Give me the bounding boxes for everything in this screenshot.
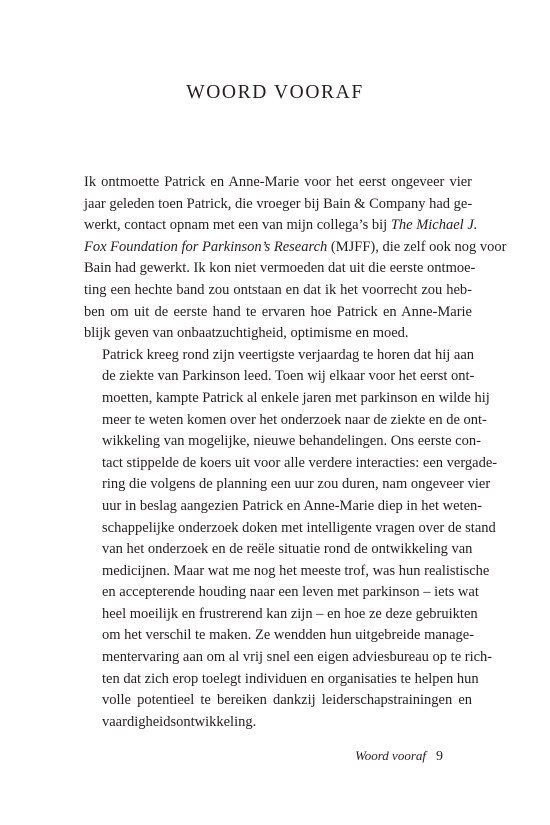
- text-line: jaar geleden toen Patrick, die vroeger bij Bain & Company had ge-: [84, 195, 473, 212]
- text-line: medicijnen. Maar wat me nog het meeste trof, was hun realistische: [102, 562, 490, 579]
- foundation-name-part-1: The Michael J.: [390, 217, 478, 234]
- text-line: wikkeling van mogelijke, nieuwe behandelingen. Ons eerste con-: [102, 433, 481, 450]
- text-line: uur in beslag aangezien Patrick en Anne-Marie diep in het weten-: [102, 497, 483, 514]
- paragraph-1: [84, 172, 507, 345]
- running-footer-label: Woord vooraf: [355, 748, 426, 763]
- text-line: volle potentieel te bereiken dankzij leiderschapstrainingen en: [102, 692, 472, 709]
- text-line: blijk geven van onbaatzuchtigheid, optimisme en moed.: [84, 325, 409, 342]
- text-line: moetten, kampte Patrick al enkele jaren met parkinson en wilde hij: [102, 389, 490, 406]
- body-text: [84, 172, 507, 733]
- text-line: en accepterende houding naar een leven met parkinson – iets wat: [102, 584, 479, 601]
- text-run: werkt, contact opnam met een van mijn collega’s bij: [84, 217, 391, 234]
- page-number: 9: [436, 749, 443, 764]
- text-line: tact stippelde de koers uit voor alle verdere interacties: een vergade-: [102, 454, 498, 471]
- text-line: meer te weten komen over het onderzoek naar de ziekte en de ont-: [102, 411, 487, 428]
- text-line: Bain had gewerkt. Ik kon niet vermoeden dat uit die eerste ontmoe-: [84, 260, 476, 277]
- text-run: (MJFF), die zelf ook nog voor: [327, 238, 507, 255]
- text-line: [84, 215, 478, 237]
- text-line: ting een hechte band zou ontstaan en dat ik het voorrecht zou heb-: [84, 281, 472, 298]
- text-line: schappelijke onderzoek doken met intelligente vragen over de stand: [102, 519, 496, 536]
- text-line: de ziekte van Parkinson leed. Toen wij elkaar voor het eerst ont-: [102, 368, 475, 385]
- text-line: ring die volgens de planning een uur zou duren, nam ongeveer vier: [102, 476, 491, 493]
- foundation-name-part-2: Fox Foundation for Parkinson’s Research: [84, 238, 328, 255]
- text-line: [84, 237, 507, 259]
- text-line: Ik ontmoette Patrick en Anne-Marie voor het eerst ongeveer vier: [84, 174, 472, 190]
- text-line: om het verschil te maken. Ze wendden hun uitgebreide manage-: [102, 627, 475, 644]
- text-line: mentervaring aan om al vrij snel een eigen adviesbureau op te rich-: [102, 649, 493, 666]
- text-line: ben om uit de eerste hand te ervaren hoe Patrick en Anne-Marie: [84, 303, 472, 320]
- chapter-title: WOORD VOORAF: [186, 82, 364, 103]
- text-line: heel moeilijk en frustrerend kan zijn – en hoe ze deze gebruikten: [102, 605, 478, 622]
- text-line: vaardigheidsontwikkeling.: [102, 713, 257, 730]
- page-footer: [355, 748, 443, 765]
- paragraph-2: [84, 345, 498, 734]
- text-line: van het onderzoek en de reële situatie rond de ontwikkeling van: [102, 541, 473, 558]
- text-line: Patrick kreeg rond zijn veertigste verjaardag te horen dat hij aan: [102, 346, 475, 363]
- text-line: ten dat zich erop toelegt individuen en organisaties te helpen hun: [102, 670, 479, 687]
